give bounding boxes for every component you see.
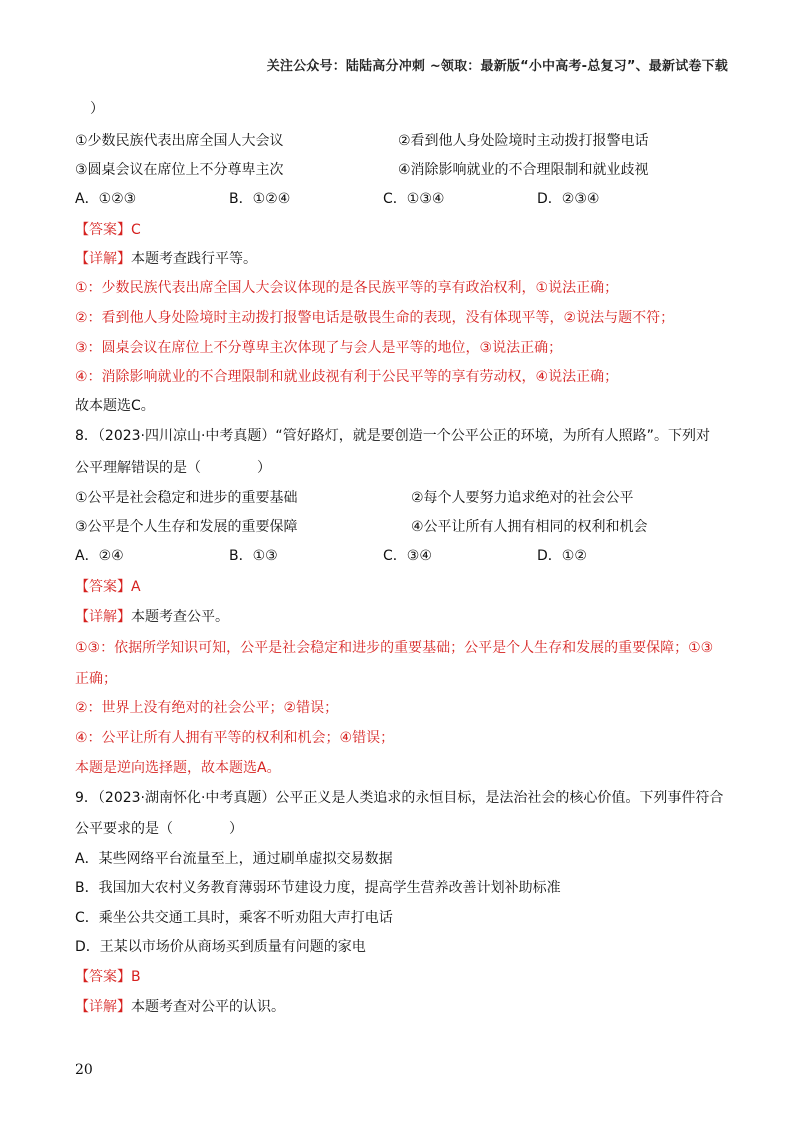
detail-text: 本题考查践行平等。 bbox=[131, 251, 257, 267]
q7-item-2: ②看到他人身处险境时主动拨打报警电话 bbox=[398, 133, 649, 149]
q8-item-2: ②每个人要努力追求绝对的社会公平 bbox=[411, 490, 634, 506]
q8-item-1: ①公平是社会稳定和进步的重要基础 bbox=[75, 490, 298, 506]
answer-label: 【答案】 bbox=[75, 222, 131, 238]
q8-detail bbox=[75, 606, 229, 626]
q8-explain-4: ④：公平让所有人拥有平等的权利和机会；④错误； bbox=[75, 730, 395, 746]
q7-explain-2: ②：看到他人身处险境时主动拨打报警电话是敬畏生命的表现，没有体现平等，②说法与题不符； bbox=[75, 310, 675, 326]
answer-label: 【答案】 bbox=[75, 969, 131, 985]
q7-item-1: ①少数民族代表出席全国人大会议 bbox=[75, 133, 284, 149]
q7-answer bbox=[75, 219, 141, 239]
q7-item-4: ④消除影响就业的不合理限制和就业歧视 bbox=[398, 162, 649, 178]
q8-option-d: D．①② bbox=[537, 548, 587, 564]
q7-conclusion: 故本题选C。 bbox=[75, 398, 155, 414]
q8-explain-3: ②：世界上没有绝对的社会公平；②错误； bbox=[75, 700, 339, 716]
answer-value: C bbox=[131, 222, 141, 238]
q7-option-a: A．①②③ bbox=[75, 191, 137, 207]
q8-answer bbox=[75, 576, 141, 596]
q9-stem-line-2: 公平要求的是（ ） bbox=[75, 821, 243, 837]
q7-explain-3: ③：圆桌会议在席位上不分尊卑主次体现了与会人是平等的地位，③说法正确； bbox=[75, 340, 563, 356]
q9-stem-line-1: 9．（2023·湖南怀化·中考真题）公平正义是人类追求的永恒目标，是法治社会的核心价值。下列事件符合 bbox=[75, 790, 724, 806]
q7-explain-4: ④：消除影响就业的不合理限制和就业歧视有利于公民平等的享有劳动权，④说法正确； bbox=[75, 369, 619, 385]
answer-value: A bbox=[131, 579, 141, 595]
q8-explain-1: ①③：依据所学知识可知，公平是社会稳定和进步的重要基础；公平是个人生存和发展的重要保障；①③ bbox=[75, 640, 714, 656]
detail-label: 【详解】 bbox=[75, 251, 131, 267]
q7-option-d: D．②③④ bbox=[537, 191, 600, 207]
q8-option-a: A．②④ bbox=[75, 548, 124, 564]
detail-text: 本题考查公平。 bbox=[131, 609, 229, 625]
q7-explain-1: ①：少数民族代表出席全国人大会议体现的是各民族平等的享有政治权利，①说法正确； bbox=[75, 280, 619, 296]
detail-label: 【详解】 bbox=[75, 609, 131, 625]
answer-label: 【答案】 bbox=[75, 579, 131, 595]
q8-stem-line-2: 公平理解错误的是（ ） bbox=[75, 460, 271, 476]
q7-option-b: B．①②④ bbox=[229, 191, 291, 207]
q7-stem-tail: ） bbox=[90, 101, 104, 117]
q9-option-c: C．乘坐公共交通工具时，乘客不听劝阻大声打电话 bbox=[75, 910, 393, 926]
q8-item-3: ③公平是个人生存和发展的重要保障 bbox=[75, 519, 298, 535]
q8-option-b: B．①③ bbox=[229, 548, 278, 564]
q8-conclusion: 本题是逆向选择题，故本题选A。 bbox=[75, 760, 281, 776]
q7-detail bbox=[75, 248, 257, 268]
q9-option-d: D．王某以市场价从商场买到质量有问题的家电 bbox=[75, 939, 366, 955]
page-header: 关注公众号：陆陆高分冲刺 ~领取：最新版“小中高考-总复习”、最新试卷下载 bbox=[266, 59, 728, 74]
q9-answer bbox=[75, 966, 141, 986]
q7-option-c: C．①③④ bbox=[383, 191, 445, 207]
q9-option-b: B．我国加大农村义务教育薄弱环节建设力度，提高学生营养改善计划补助标准 bbox=[75, 880, 561, 896]
q7-item-3: ③圆桌会议在席位上不分尊卑主次 bbox=[75, 162, 284, 178]
detail-text: 本题考查对公平的认识。 bbox=[131, 999, 285, 1015]
q8-option-c: C．③④ bbox=[383, 548, 432, 564]
q9-option-a: A．某些网络平台流量至上，通过刷单虚拟交易数据 bbox=[75, 851, 393, 867]
q8-explain-2: 正确； bbox=[75, 671, 117, 687]
answer-value: B bbox=[131, 969, 141, 985]
q9-detail bbox=[75, 996, 285, 1016]
q8-item-4: ④公平让所有人拥有相同的权利和机会 bbox=[411, 519, 648, 535]
q8-stem-line-1: 8．（2023·四川凉山·中考真题）“管好路灯，就是要创造一个公平公正的环境，为所有人照路”。下列对 bbox=[75, 428, 710, 444]
page-number: 20 bbox=[75, 1062, 93, 1078]
detail-label: 【详解】 bbox=[75, 999, 131, 1015]
